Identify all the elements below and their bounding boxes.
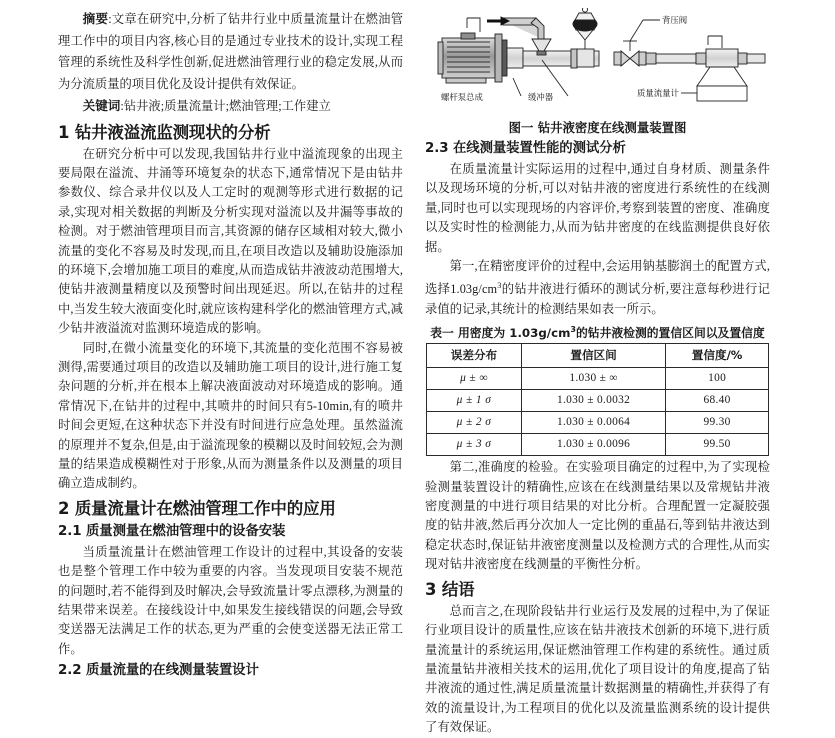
figure-label-buffer: 缓冲器 (528, 92, 554, 102)
table-row (427, 434, 769, 456)
cell-error-distribution: μ ± 2 σ (427, 412, 522, 434)
table-header-error-distribution: 误差分布 (427, 344, 522, 368)
figure-label-mass-flow-meter: 质量流量计 (637, 88, 679, 98)
leader-bpv (630, 20, 643, 41)
table-1-caption (425, 322, 770, 341)
figure-label-back-pressure-valve: 背压阀 (662, 15, 688, 25)
leader-pump (513, 78, 521, 96)
cell-confidence-level: 100 (666, 368, 769, 390)
cell-error-distribution: μ ± 3 σ (427, 434, 522, 456)
cell-confidence-interval: 1.030 ± ∞ (521, 368, 665, 390)
left-paragraph-2: 同时,在微小流量变化的环境下,其流量的变化范围不容易被测得,需要通过项目的改造以及辅助施工项目的设计,进行施工复杂问题的分析,并在根本上解决液面波动对环境造成的影响。通常情况下,在钻井的过程中,其喷井的时间只有5-10min,有的喷井时间会更短,在这种状态下并没有时间进行应急处理。虽然溢流的原理并不复杂,但是,由于溢流现象的模糊以及时间较短,会为测量的结果造成模糊性对于形象,从而为测量条件以及测量的项目确立造成制约。 (58, 340, 403, 491)
cell-confidence-interval: 1.030 ± 0.0064 (521, 412, 665, 434)
abstract-label: 摘要 (82, 11, 109, 26)
keywords-label: 关键词 (82, 98, 121, 113)
heading-section-1: 1 钻井液溢流监测现状的分析 (58, 122, 271, 142)
cell-confidence-interval: 1.030 ± 0.0096 (521, 434, 665, 456)
abstract-paragraph (58, 8, 403, 95)
cell-error-distribution: μ ± 1 σ (427, 390, 522, 412)
table-1-caption-prefix: 表一 用密度为 1.03g/cm (430, 326, 571, 341)
right-paragraph-4: 总而言之,在现阶段钻井行业运行及发展的过程中,为了保证行业项目设计的质量性,应该在钻井液技术创新的环境下,进行质量流量计的系统运用,保证燃油管理工作构建的系统性。通过质量流量钻井液相关技术的运用,优化了项目设计的角度,提高了钻井液流的通过性,满足质量流量计数据测量的精确性,并获得了有效的流量设计,为工程项目的优化以及流量监测系统的设计提供了有效保证。 (425, 603, 770, 735)
table-header-confidence-interval: 置信区间 (521, 344, 665, 368)
figure-1-schematic (425, 8, 770, 113)
table-header-row (427, 344, 769, 368)
right-paragraph-1: 在质量流量计实际运用的过程中,通过自身材质、测量条件以及现场环境的分析,可以对钻井液的密度进行系统性的在线测量,同时也可以实现现场的内容评价,考察到装置的密度、准确度以及实时性的检测能力,从而为钻井密度的在线监测提供良好依据。 (425, 162, 770, 254)
right-paragraph-2-suffix: 的钻井液进行循环的测试分析,要注意每秒进行记录值的记录,其统计的检测结果如表一所示。 (425, 282, 771, 316)
keywords-separator: : (120, 99, 124, 113)
density-exponent: 3 (497, 281, 502, 291)
cell-confidence-level: 99.30 (666, 412, 769, 434)
cell-confidence-level: 68.40 (666, 390, 769, 412)
cell-confidence-interval: 1.030 ± 0.0032 (521, 390, 665, 412)
left-column (58, 8, 403, 682)
left-paragraph-3: 当质量流量计在燃油管理工作设计的过程中,其设备的安装也是整个管理工作中较为重要的内容。当发现项目安装不规范的问题时,若不能得到及时解决,会导致流量计零点漂移,为测量的结果带来误差。在接线设计中,如果发生接线错误的问题,会导致变送器无法满足工作的状态,更为严重的会使变送器无法正常工作。 (58, 544, 403, 656)
heading-section-3: 3 结语 (425, 579, 475, 599)
heading-section-2-3: 2.3 在线测量装置性能的测试分析 (425, 141, 626, 156)
figure-1 (425, 8, 770, 137)
right-column (425, 8, 770, 738)
keywords-paragraph (58, 95, 403, 118)
right-paragraph-3: 第二,准确度的检验。在实验项目确定的过程中,为了实现检验测量装置设计的精确性,应该在在线测量结果以及常规钻井液密度测量的中进行项目结果的对比分析。合理配置一定凝胶强度的钻井液,然后再分次加人一定比例的重晶石,等到钻井液达到稳定状态时,保证钻井液密度测量以及检测方式的合理性,从而实现对钻井液密度在线测量的平衡性分析。 (425, 460, 770, 572)
density-value: 1.03g/cm (450, 282, 498, 297)
heading-section-2-1: 2.1 质量测量在燃油管理中的设备安装 (58, 523, 286, 539)
cell-error-distribution: μ ± ∞ (427, 368, 522, 390)
figure-1-caption: 图一 钻井液密度在线测量装置图 (508, 120, 687, 135)
figure-label-pump: 螺杆泵总成 (441, 92, 483, 102)
table-row (427, 368, 769, 390)
table-1 (426, 343, 769, 456)
abstract-separator: : (108, 12, 112, 26)
right-paragraph-2 (425, 257, 770, 319)
keywords-text: 钻井液;质量流量计;燃油管理;工作建立 (123, 99, 331, 113)
table-row (427, 390, 769, 412)
right-paragraph-2-prefix: 第一,在精密度评价的过程中,会运用钠基膨润土的配置方式,选择 (425, 259, 770, 297)
table-header-confidence-level: 置信度/% (666, 344, 769, 368)
heading-section-2: 2 质量流量计在燃油管理工作中的应用 (58, 498, 336, 518)
abstract-text: 文章在研究中,分析了钻井行业中质量流量计在燃油管理工作中的项目内容,核心目的是通过专业技术的设计,实现工程管理的系统性及科学性创新,促进燃油管理行业的稳定发展,从而为分流质量的项目优化及设计提供有效保证。 (58, 12, 403, 91)
heading-section-2-2: 2.2 质量流量的在线测量装置设计 (58, 663, 259, 679)
table-row (427, 412, 769, 434)
table-1-caption-exponent: 3 (570, 325, 576, 335)
cell-confidence-level: 99.50 (666, 434, 769, 456)
table-1-caption-suffix: 的钻井液检测的置信区间以及置信度 (575, 326, 765, 341)
left-paragraph-1: 在研究分析中可以发现,我国钻井行业中溢流现象的出现主要局限在溢流、井涌等环境复杂的状态下,通常情况下是由钻井参数仪、综合录井仪以及人工定时的观测等形式进行数据的记录,实现对相关数据的判断及分析实现对溢流以及井漏等事故的检测。对于燃油管理项目而言,其资源的储存区域相对较大,微小流量的变化不容易及时发现,而且,在项目改造以及辅助设施添加的环境下,会增加施工项目的难度,从而造成钻井液波动范围增大,使钻井液测量精度以及预警时间出现延迟。所以,在钻井的过程中,当发生较大液面变化时,就应该构建科学化的燃油管理方式,减少钻井液溢流对监测环境造成的影响。 (58, 146, 403, 336)
two-column-layout (58, 8, 787, 738)
